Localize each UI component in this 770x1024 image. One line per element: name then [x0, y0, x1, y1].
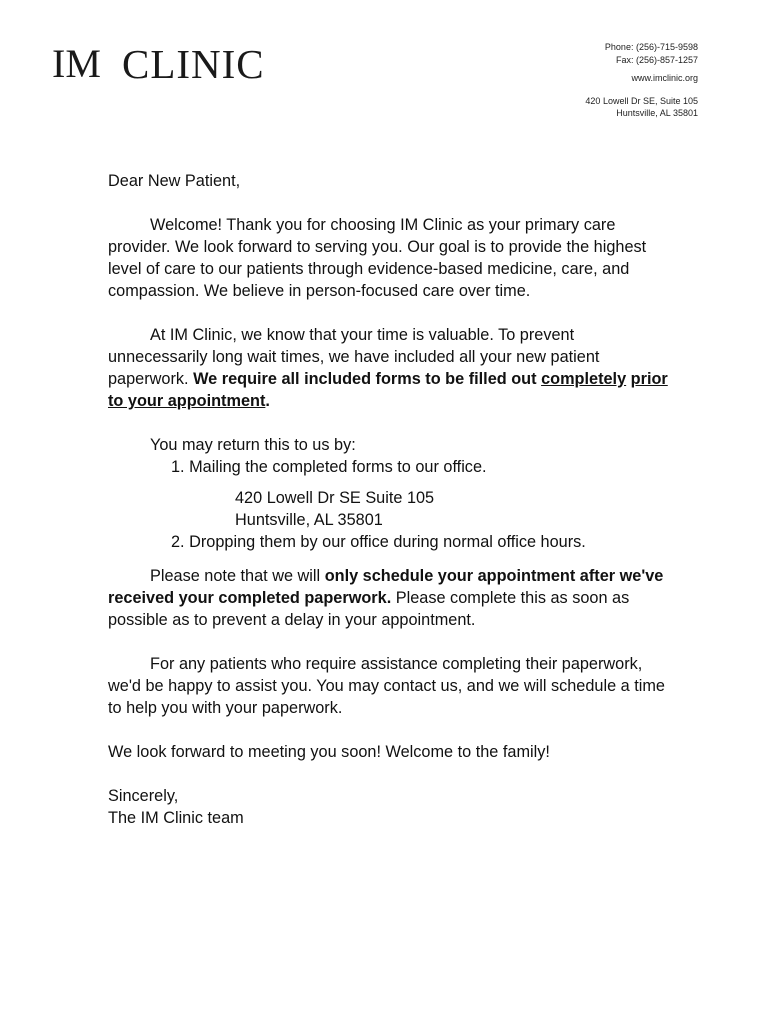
im-monogram-icon — [50, 39, 120, 89]
mail-address-line2: Huntsville, AL 35801 — [235, 511, 383, 529]
fax-text: Fax: (256)-857-1257 — [615, 54, 698, 65]
list-item-mail: 1. Mailing the completed forms to our office. — [171, 458, 487, 476]
signature: The IM Clinic team — [108, 809, 244, 827]
mail-address-line1: 420 Lowell Dr SE Suite 105 — [235, 489, 435, 507]
salutation: Dear New Patient, — [108, 172, 241, 190]
return-intro: You may return this to us by: — [150, 436, 356, 454]
website-link[interactable]: www.imclinic.org — [631, 73, 698, 83]
list-item-drop: 2. Dropping them by our office during normal office hours. — [171, 533, 586, 551]
clinic-logo — [50, 38, 265, 90]
address-line1: 420 Lowell Dr SE, Suite 105 — [585, 95, 698, 106]
logo-wordmark: CLINIC — [122, 40, 265, 87]
closing: Sincerely, — [108, 787, 179, 805]
letter-body — [108, 170, 668, 829]
paragraph-welcome: Welcome! Thank you for choosing IM Clinic as your primary care provider. We look forward to serving you. Our goal is to provide the highest level of care to our patients through evidence-based medicine, care, and compassion. We believe in person-focused care over time. — [108, 216, 647, 300]
address-line2: Huntsville, AL 35801 — [616, 108, 698, 118]
paragraph-closing-line: We look forward to meeting you soon! Welcome to the family! — [108, 743, 550, 761]
paragraph-assistance: For any patients who require assistance completing their paperwork, we'd be happy to assist you. You may contact us, and we will schedule a time to help you with your paperwork. — [108, 655, 665, 717]
paragraph-paperwork: At IM Clinic, we know that your time is valuable. To prevent unnecessarily long wait times, we have included all your new patient paperwork. We require all included forms to be filled out completely prior to your appointment. — [108, 326, 668, 410]
phone-text: Phone: (256)-715-9598 — [604, 42, 698, 52]
paragraph-schedule: Please note that we will only schedule your appointment after we've received your completed paperwork. Please complete this as soon as possible as to prevent a delay in your appointment. — [108, 567, 664, 629]
contact-block — [585, 41, 698, 120]
svg-text:IM: IM — [52, 41, 101, 86]
